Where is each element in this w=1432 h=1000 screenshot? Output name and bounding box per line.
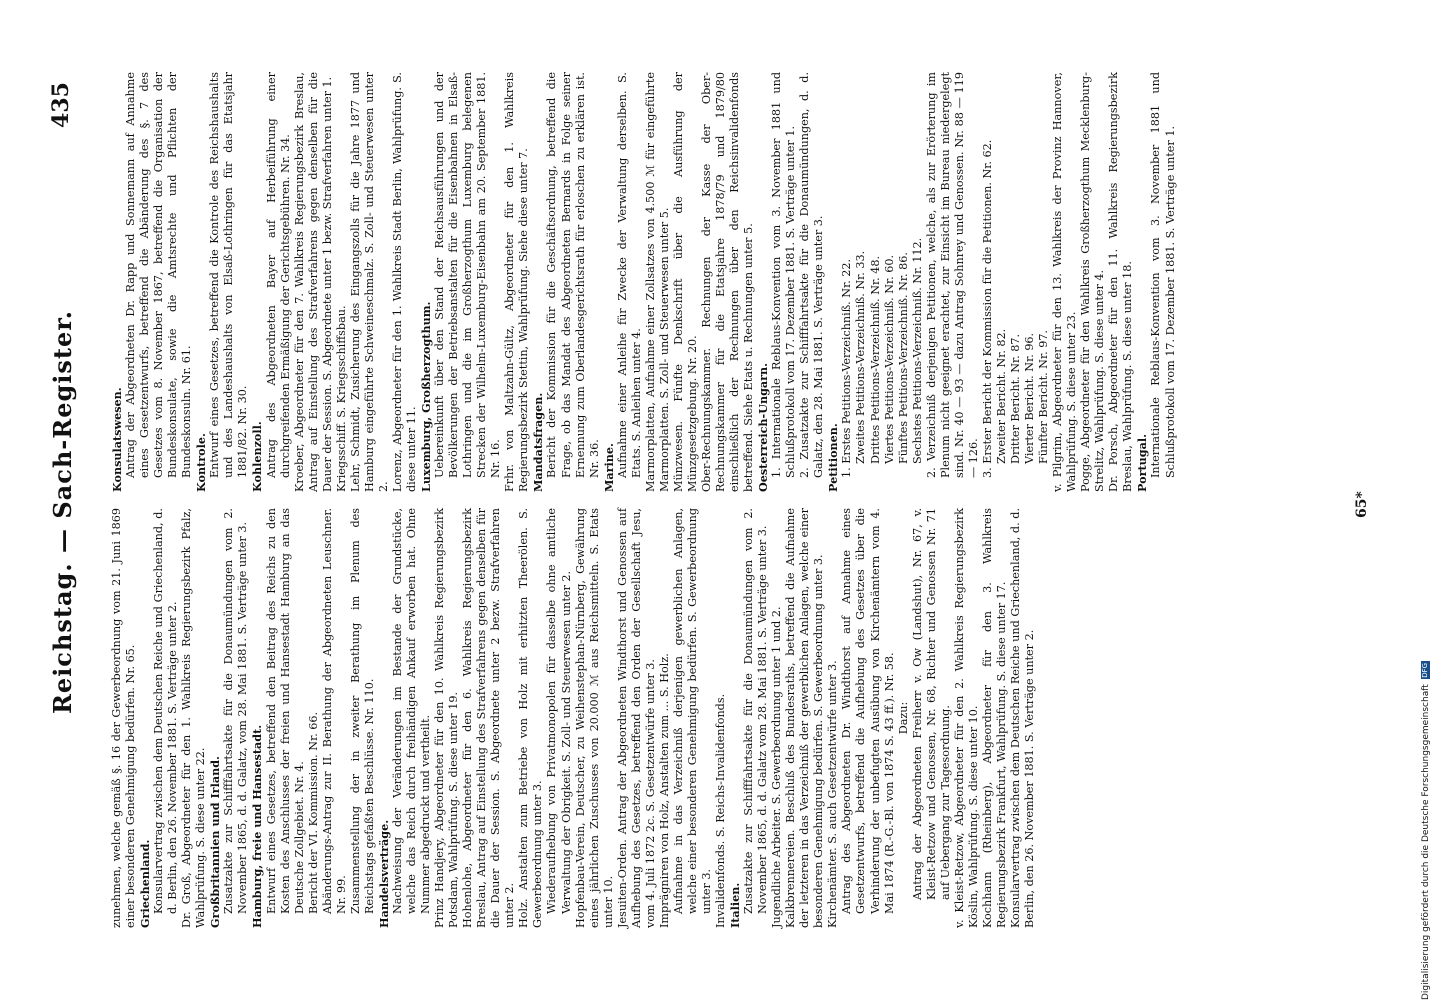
index-entry: Entwurf eines Gesetzes, betreffend die Kontrole des Reichshaushalts und des Landeshaushalts von Elsaß-Lothringen für das Etatsjahr 1881/82. Nr. 30. [208, 72, 250, 478]
index-entry: Aufnahme in das Verzeichniß derjenigen gewerblichen Anlagen, welche einer besonderen Genehmigung bedürfen. S. Gewerbeordnung unter 3. [671, 508, 713, 914]
index-entry: Zweiter Bericht. Nr. 82. [994, 328, 1008, 464]
index-entry: v. Pilgrim, Abgeordneter für den 13. Wahlkreis der Provinz Hannover, Wahlprüfung. S. diese unter 23. [1051, 72, 1079, 492]
index-entry: Imprägniren von Holz, Anstalten zum ... S. Holz. [657, 653, 671, 928]
index-entry: Lehr, Schmidt, Zusicherung des Eingangszolls für die Jahre 1877 und Hamburg eingeführte Schweineschmalz. S. Zoll- und Steuerwesen unter 2. [348, 72, 390, 492]
index-entry: zunehmen, welche gemäß §. 16 der Gewerbeordnung vom 21. Juni 1869 einer besonderen Genehmigung bedürfen. Nr. 65. [110, 508, 138, 928]
index-heading: Griechenland. [138, 839, 153, 928]
index-heading: Petitionen. [826, 423, 841, 492]
index-entry: Holz. Anstalten zum Betriebe von Holz mit erhitzten Theerölen. S. Gewerbeordnung unter 3. [517, 508, 545, 928]
index-heading: Luxemburg, Großherzogthum. [419, 301, 434, 492]
digitization-notice [1420, 0, 1432, 1000]
index-entry: Bericht der Kommission für die Geschäftsordnung, betreffend die Frage, ob das Mandat des Abgeordneten Bernards in Folge seiner Ernennung zum Oberlandesgerichtsrath für erloschen zu erklären ist. Nr. 36. [545, 72, 601, 478]
signature-footnote: 65* [1354, 491, 1370, 518]
index-entry: Pogge, Abgeordneter für den Wahlkreis Großherzogthum Mecklenburg-Strelitz, Wahlprüfung. S. diese unter 4. [1079, 72, 1107, 492]
index-entry: Frhr. von Maltzahn-Gültz, Abgeordneter für den 1. Wahlkreis Regierungsbezirk Stettin, Wahlprüfung. Siehe diese unter 7. [503, 72, 531, 492]
index-entry: Vierter Bericht. Nr. 96. [1023, 332, 1037, 464]
index-entry: Nachweisung der Veränderungen im Bestande der Grundstücke, welche das Reich durch freihändigen Ankauf erworben hat. Ohne Nummer abgedruckt und vertheilt. [390, 508, 433, 914]
dfg-logo: DFG [1421, 662, 1429, 678]
index-entry: Antrag der Abgeordneten Freiherr v. Ow (Landshut), Nr. 67, v. Kleist-Retzow und Genossen, Nr. 68, Richter und Genossen Nr. 71 auf Uebergang zur Tagesordnung. [910, 508, 952, 900]
index-entry: Fünfter Bericht. Nr. 97. [1037, 330, 1051, 464]
index-entry: Uebereinkunft über den Stand der Reichsausführungen und der Bevölkerungen der Betriebsanstalten für die Eisenbahnen in Elsaß-Lothringen und die im Großherzogthum Luxemburg belegenen Strecken der Wilhelm-Luxemburg-Eisenbahn am 20. September 1881. Nr. 16. [433, 72, 503, 478]
index-entry: Internationale Reblaus-Konvention vom 3. November 1881 und Schlußprotokoll vom 17. Dezember 1881. S. Verträge unter 1. [1149, 72, 1177, 478]
index-entry: Fünftes Petitions-Verzeichniß. Nr. 86. [896, 252, 910, 464]
index-heading: Portugal. [1135, 434, 1150, 492]
index-entry: Drittes Petitions-Verzeichniß. Nr. 48. [868, 255, 882, 464]
index-entry: Marmorplatten, Aufnahme einer Zollsatzes von 4.500 ℳ für eingeführte Marmorplatten. S. Zoll- und Steuerwesen unter 5. [643, 72, 671, 492]
index-heading: Konsulatswesen. [110, 387, 124, 492]
index-entry: Kriegsschiff. S. Kriegsschiffsbau. [334, 305, 348, 492]
index-heading: Italien. [728, 882, 743, 928]
index-heading: Kohlenzoll. [250, 421, 265, 492]
page-number: 435 [48, 82, 74, 128]
page-header [48, 82, 88, 942]
index-entry: Dr. Groß, Abgeordneter für den 1. Wahlkreis Regierungsbezirk Pfalz, Wahlprüfung. S. diese unter 22. [180, 508, 208, 928]
index-entry: Jesuiten-Orden. Antrag der Abgeordneten Windthorst und Genossen auf Aufhebung des Gesetzes, betreffend den Orden der Gesellschaft Jesu, vom 4. Juli 1872 2c. S. Gesetzentwürfe unter 3. [615, 508, 657, 928]
index-entry: Jugendliche Arbeiter. S. Gewerbeordnung unter 1 und 2. [770, 606, 784, 928]
index-entry: Dazu: [896, 701, 910, 735]
index-heading: Kontrole. [194, 433, 209, 492]
index-heading: Hamburg, freie und Hansestadt. [250, 724, 265, 928]
index-entry: Zusammenstellung der in zweiter Berathung im Plenum des Reichstags gefaßten Beschlüsse. Nr. 110. [348, 508, 376, 914]
index-entry: Konsularvertrag zwischen dem Deutschen Reiche und Griechenland, d. d. Berlin, den 26. November 1881. S. Verträge unter 2. [152, 508, 180, 914]
index-entry: Dritter Bericht. Nr. 87. [1009, 333, 1022, 464]
index-entry: Zusatzakte zur Schifffahrtsakte für die Donaumündungen vom 2. November 1865, d. d. Galatz, vom 28. Mai 1881. S. Verträge unter 3. [222, 508, 250, 914]
index-entry: Bericht der VI. Kommission. Nr. 66. [306, 711, 320, 914]
digitization-text: Digitalisierung gefördert durch die Deutsche Forschungsgemeinschaft [1421, 684, 1431, 1000]
index-heading: Mandatsfragen. [531, 392, 546, 492]
index-heading: Oesterreich-Ungarn. [756, 362, 771, 492]
index-entry: Ober-Rechnungskammer. Rechnungen der Kasse der Ober-Rechnungskammer für die Etatsjahre 1878/79 und 1879/80 einschließlich der Rechnungen über den Reichsinvalidenfonds betreffend. Siehe Etats u. Rechnungen unter 5. [699, 72, 756, 492]
left-index-column [110, 508, 1037, 928]
index-entry: 1. Erstes Petitions-Verzeichniß. Nr. 22. [840, 258, 854, 478]
index-heading: Handelsverträge. [376, 819, 391, 928]
index-entry: Sechstes Petitions-Verzeichniß. Nr. 112. [910, 237, 924, 464]
index-entry: Kroeber, Abgeordneter für den 7. Wahlkreis Regierungsbezirk Breslau, Antrag auf Einstellung des Strafverfahrens gegen denselben für die Dauer der Session. S. Abgeordnete unter 1 bezw. Strafverfahren unter 1. [292, 72, 334, 492]
index-entry: Lorenz, Abgeordneter für den 1. Wahlkreis Stadt Berlin, Wahlprüfung. S. diese unter 11. [390, 72, 418, 492]
page-title: Reichstag. — Sach-Register. [48, 309, 77, 715]
index-entry: Kochhann (Rheinberg), Abgeordneter für den 3. Wahlkreis Regierungsbezirk Frankfurt, Wahlprüfung. S. diese unter 17. [980, 508, 1008, 928]
index-entry: Zusatzakte zur Schifffahrtsakte für die Donaumündungen vom 2. November 1865, d. d. Galatz vom 28. Mai 1881. S. Verträge unter 3. [742, 508, 770, 914]
index-entry: Entwurf eines Gesetzes, betreffend den Beitrag des Reichs zu den Kosten des Anschlusses der freien und Hansestadt Hamburg an das Deutsche Zollgebiet. Nr. 4. [264, 508, 306, 914]
index-heading: Marine. [601, 443, 616, 492]
index-entry: Prinz Handjery, Abgeordneter für den 10. Wahlkreis Regierungsbezirk Potsdam, Wahlprüfung. S. diese unter 19. [433, 508, 461, 928]
index-entry: 2. Verzeichniß derjenigen Petitionen, welche, als zur Erörterung im Plenum nicht geeignet erachtet, zur Einsicht im Bureau niedergelegt sind. Nr. 40 — 93 — dazu Antrag Sohnrey und Genossen. Nr. 88 — 119 — 126. [924, 72, 980, 478]
index-entry: Aufnahme einer Anleihe für Zwecke der Verwaltung derselben. S. Etats. S. Anleihen unter 4. [615, 72, 643, 478]
index-heading: Großbritannien und Irland. [208, 756, 223, 928]
index-entry: Viertes Petitions-Verzeichniß. Nr. 60. [882, 254, 896, 464]
index-entry: Kirchenämter. S. auch Gesetzentwürfe unter 3. [826, 660, 840, 928]
index-entry: Antrag des Abgeordneten Dr. Windthorst auf Annahme eines Gesetzentwurfs, betreffend die Aufhebung des Gesetzes über die Verhinderung der unbefugten Ausübung von Kirchenämtern vom 4. Mai 1874 (R.-G.-Bl. von 1874 S. 43 ff.). Nr. 58. [840, 508, 896, 914]
index-entry: Konsularvertrag zwischen dem Deutschen Reiche und Griechenland, d. d. Berlin, den 26. November 1881. S. Verträge unter 2. [1009, 508, 1037, 928]
index-entry: 2. Zusatzakte zur Schifffahrtsakte für die Donaumündungen, d. d. Galatz, den 28. Mai 1881. S. Verträge unter 3. [798, 72, 826, 478]
index-entry: Abänderungs-Antrag zur II. Berathung der Abgeordneten Leuschner. Nr. 99. [320, 508, 348, 914]
index-entry: v. Kleist-Retzow, Abgeordneter für den 2. Wahlkreis Regierungsbezirk Köslin, Wahlprüfung. S. diese unter 10. [952, 508, 980, 928]
index-entry: Kalkbrennereien. Beschluß des Bundesraths, betreffend die Aufnahme der letzteren in das Verzeichniß der gewerblichen Anlagen, welche einer besonderen Genehmigung bedürfen. S. Gewerbeordnung unter 3. [784, 508, 826, 928]
index-entry: Hopfenbau-Verein, Deutscher, zu Weihenstephan-Nürnberg, Gewährung eines jährlichen Zuschusses von 20.000 ℳ aus Reichsmitteln. S. Etats unter 10. [573, 508, 615, 928]
index-entry: Invalidenfonds. S. Reichs-Invalidenfonds. [714, 693, 728, 928]
index-entry: Münzwesen. Fünfte Denkschrift über die Ausführung der Münzgesetzgebung. Nr. 20. [671, 72, 699, 492]
index-entry: Dr. Porsch, Abgeordneter für den 11. Wahlkreis Regierungsbezirk Breslau, Wahlprüfung. S. diese unter 18. [1107, 72, 1135, 492]
index-entry: Antrag des Abgeordneten Bayer auf Herbeiführung einer durchgreifenden Ermäßigung der Gerichtsgebühren. Nr. 34. [264, 72, 292, 478]
index-entry: Antrag der Abgeordneten Dr. Rapp und Sonnemann auf Annahme eines Gesetzentwurfs, betreffend die Abänderung des §. 7 des Gesetzes vom 8. November 1867, betreffend die Organisation der Bundeskonsulate, sowie die Amtsrechte und Pflichten der Bundeskonsuln. Nr. 61. [124, 72, 194, 478]
index-entry: Hohenlohe, Abgeordneter für den 6. Wahlkreis Regierungsbezirk Breslau, Antrag auf Einstellung des Strafverfahrens gegen denselben für die Dauer der Session. S. Abgeordnete unter 2 bezw. Strafverfahren unter 2. [461, 508, 517, 928]
index-entry: 1. Internationale Reblaus-Konvention vom 3. November 1881 und Schlußprotokoll vom 17. Dezember 1881. S. Verträge unter 1. [770, 72, 798, 478]
index-entry: 3. Erster Bericht der Kommission für die Petitionen. Nr. 62. [980, 139, 994, 478]
index-entry: Zweites Petitions-Verzeichniß. Nr. 33. [854, 250, 868, 464]
right-index-column [110, 72, 1178, 492]
index-entry: Wiederaufhebung von Privatmonopolen für dasselbe ohne amtliche Verwaltung der Obrigkeit. S. Zoll- und Steuerwesen unter 2. [545, 508, 573, 914]
